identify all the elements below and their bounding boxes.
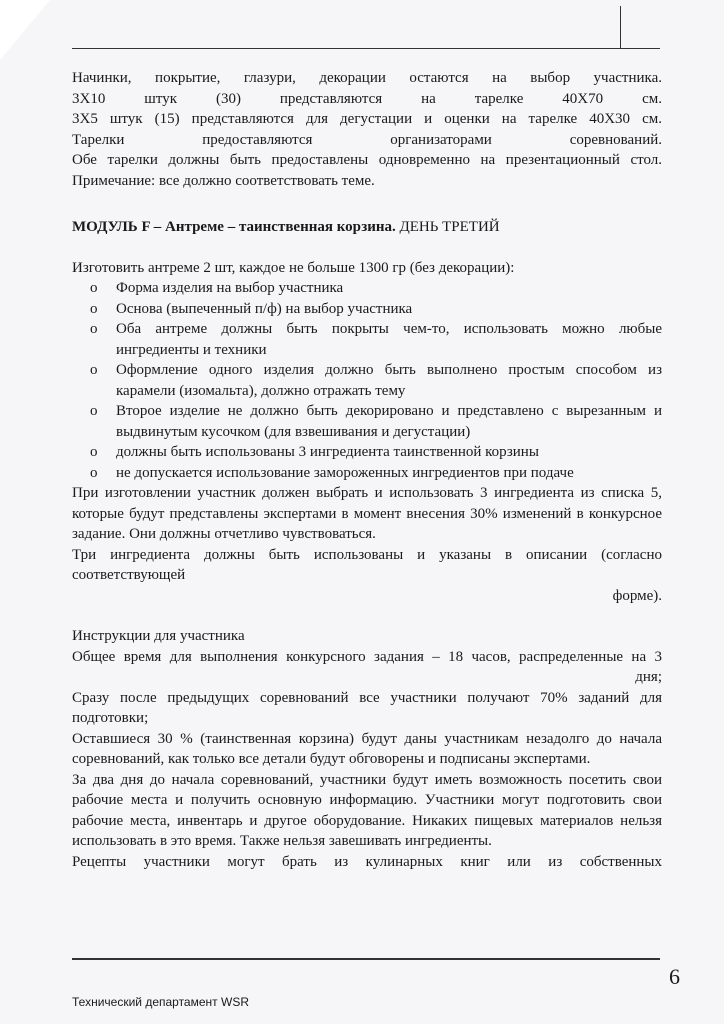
bullet-icon: o	[90, 464, 98, 481]
page-number: 6	[669, 964, 680, 989]
intro-line-4: Тарелки предоставляются организаторами соревнований.	[72, 131, 662, 148]
intro-line-3: 3Х5 штук (15) представляются для дегустации и оценки на тарелке 40Х30 см.	[72, 111, 662, 127]
description-paragraph-line-1: Три ингредиента должны быть использованы и указаны в описании (согласно соответствующей	[72, 546, 662, 583]
footer-rule	[72, 958, 660, 960]
instructions-paragraph-70: Сразу после предыдущих соревнований все участники получают 70% заданий для подготовки;	[72, 689, 662, 726]
list-item: o Основа (выпеченный п/ф) на выбор участника	[72, 299, 662, 320]
module-day: ДЕНЬ ТРЕТИЙ	[399, 219, 500, 235]
intro-line-1: Начинки, покрытие, глазури, декорации остаются на выбор участника.	[72, 70, 662, 86]
bullet-icon: o	[90, 362, 98, 378]
bullet-icon: o	[90, 280, 98, 296]
requirements-list	[72, 278, 662, 483]
list-item: o Второе изделие не должно быть декорировано и представлено с вырезанным и выдвинутым кусочком (для взвешивания и дегустации)	[90, 403, 662, 440]
document-body	[72, 68, 662, 872]
description-paragraph-line-2: форме).	[612, 587, 662, 604]
intro-line-2: 3Х10 штук (30) представляются на тарелке 40Х70 см.	[72, 90, 662, 107]
bullet-icon: o	[90, 444, 98, 460]
list-item: o Оформление одного изделия должно быть выполнено простым способом из карамели (изомальта), должно отражать тему	[90, 362, 662, 399]
module-title: МОДУЛЬ F – Антреме – таинственная корзина.	[72, 219, 396, 235]
module-heading	[72, 217, 662, 238]
header-tick-mark	[620, 6, 621, 48]
list-item: o Оба антреме должны быть покрыты чем-то, использовать можно любые ингредиенты и техники	[90, 321, 662, 358]
bullet-icon: o	[90, 321, 98, 337]
intro-line-5: Обе тарелки должны быть предоставлены одновременно на презентационный стол.	[72, 152, 662, 168]
list-item: o Форма изделия на выбор участника	[72, 278, 662, 299]
ingredients-paragraph: При изготовлении участник должен выбрать и использовать 3 ингредиента из списка 5, которые будут представлены экспертами в момент внесения 30% изменений в конкурсное задание. Они должны отчетливо чувствоваться.	[72, 485, 662, 542]
list-item: o не допускается использование замороженных ингредиентов при подаче	[72, 463, 662, 484]
module-task: Изготовить антреме 2 шт, каждое не больше 1300 гр (без декорации):	[72, 259, 515, 276]
instructions-paragraph-30: Оставшиеся 30 % (таинственная корзина) будут даны участникам незадолго до начала соревнований, как только все детали будут обговорены и подписаны экспертами.	[72, 730, 662, 767]
instructions-time-line-2: дня;	[635, 669, 662, 685]
list-item: o должны быть использованы 3 ингредиента таинственной корзины	[72, 442, 662, 463]
header-rule	[72, 48, 660, 49]
page-corner-fold	[0, 0, 50, 60]
instructions-paragraph-visit: За два дня до начала соревнований, участники будут иметь возможность посетить свои рабочие места и получить основную информацию. Участники могут подготовить свои рабочие места, инвентарь и другое оборудование. Никаких пищевых материалов нельзя использовать в это время. Также нельзя завешивать ингредиенты.	[72, 771, 662, 849]
bullet-icon: o	[90, 300, 98, 317]
bullet-icon: o	[90, 403, 98, 419]
instructions-paragraph-recipes: Рецепты участники могут брать из кулинарных книг или из собственных	[72, 853, 662, 870]
instructions-time-line-1: Общее время для выполнения конкурсного задания – 18 часов, распределенные на 3	[72, 648, 662, 665]
footer-department: Технический департамент WSR	[72, 995, 249, 1009]
intro-note: Примечание: все должно соответствовать теме.	[72, 172, 375, 189]
instructions-title: Инструкции для участника	[72, 628, 245, 644]
